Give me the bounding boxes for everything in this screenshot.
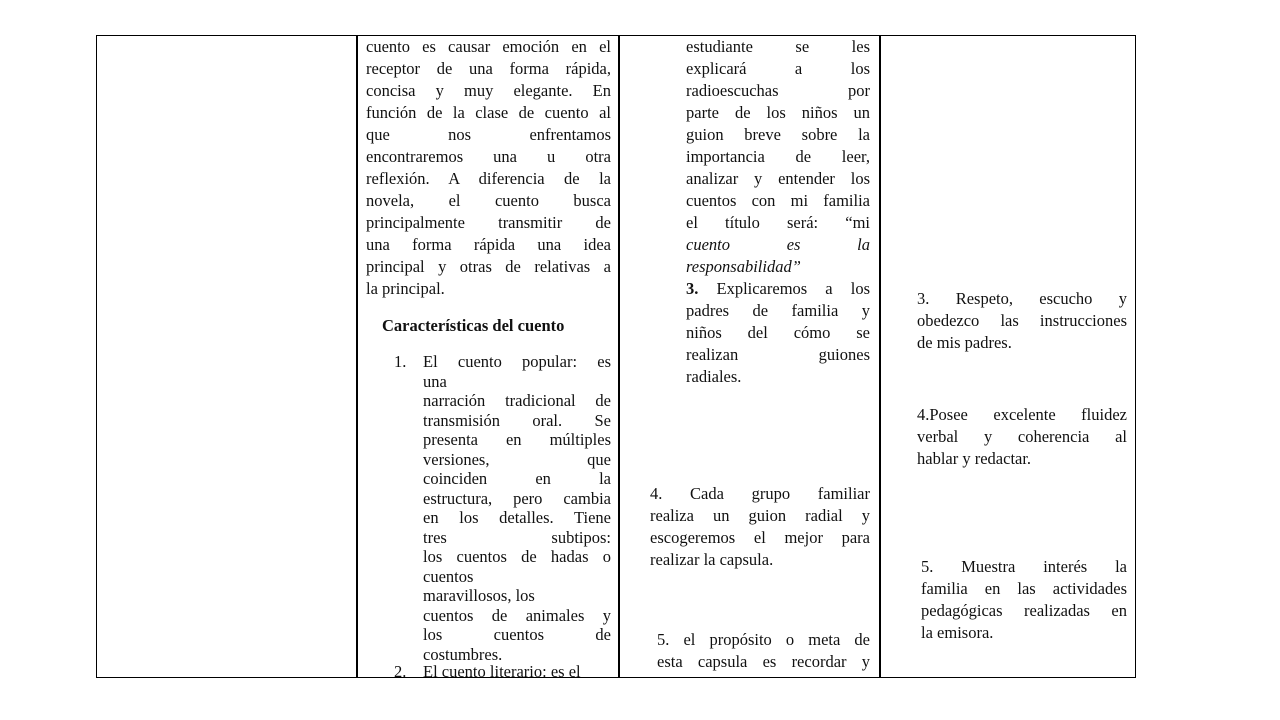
text-line: importancia de leer, [686, 147, 870, 166]
column-divider-2 [618, 35, 620, 678]
text-line: cuentos [423, 566, 474, 586]
text-line: parte de los niños un [686, 103, 870, 122]
point-3-number: 3. [686, 279, 699, 298]
text-line: de mis padres. [917, 333, 1012, 352]
text-line: 3. Respeto, escucho y [917, 289, 1127, 308]
text-line: que nos enfrentamos [366, 125, 611, 144]
text-line: analizar y entender los [686, 169, 870, 188]
text-line: encontraremos una u otra [366, 147, 611, 166]
list-item-cuento-popular [423, 352, 611, 664]
text-line: novela, el cuento busca [366, 191, 611, 210]
text-line: cuentos con mi familia [686, 191, 870, 210]
point-5-paragraph [657, 629, 870, 673]
text-line: realizar la capsula. [650, 550, 774, 569]
text-line: narración tradicional de [423, 391, 611, 410]
text-line: reflexión. A diferencia de la [366, 169, 611, 188]
text-line: 5. Muestra interés la [921, 557, 1127, 576]
list-item-cuento-literario: El cuento literario: es el [423, 662, 581, 681]
text-line: escogeremos el mejor para [650, 528, 870, 547]
text-line: tres subtipos: [423, 527, 611, 547]
text-line: hablar y redactar. [917, 449, 1032, 468]
text-line: 4.Posee excelente fluidez [917, 405, 1127, 424]
text-line: verbal y coherencia al [917, 427, 1127, 446]
column-divider-1 [356, 35, 358, 678]
text-line: familia en las actividades [921, 579, 1127, 598]
criterion-3 [917, 288, 1127, 354]
text-line: concisa y muy elegante. En [366, 81, 611, 100]
text-line: en los detalles. Tiene [423, 508, 611, 527]
text-line: obedezco las instrucciones [917, 311, 1127, 330]
text-line: guion breve sobre la [686, 125, 870, 144]
text-line: explicará a los [686, 59, 870, 78]
text-line: función de la clase de cuento al [366, 103, 611, 122]
text-line: versiones, que [423, 449, 611, 469]
text-line: cuentos de animales y [423, 605, 611, 625]
caracteristicas-heading: Características del cuento [382, 316, 565, 335]
text-line: 5. el propósito o meta de [657, 630, 870, 649]
point-3-first-line [686, 278, 870, 300]
text-line: radiales. [686, 367, 742, 386]
text-line: los cuentos de hadas o [423, 547, 611, 566]
text-line: radioescuchas por [686, 81, 870, 100]
text-line: niños del cómo se [686, 323, 870, 342]
text-line: El cuento popular: es [423, 352, 611, 371]
criterion-4 [917, 404, 1127, 470]
text-line: costumbres. [423, 644, 503, 664]
text-line: estructura, pero cambia [423, 488, 611, 508]
text-line: 4. Cada grupo familiar [650, 484, 870, 503]
text-line: realiza un guion radial y [650, 506, 870, 525]
text-line: receptor de una forma rápida, [366, 59, 611, 78]
text-line: el título será: “mi [686, 213, 870, 232]
text-line: cuento es causar emoción en el [366, 37, 611, 56]
column-divider-3 [879, 35, 881, 678]
text-line: maravillosos, los [423, 586, 535, 605]
text-line: la principal. [366, 279, 445, 298]
text-line: realizan guiones [686, 345, 870, 364]
text-line: una forma rápida una idea [366, 235, 611, 254]
text-line: presenta en múltiples [423, 430, 611, 449]
text-line: los cuentos de [423, 625, 611, 644]
text-line: coinciden en la [423, 469, 611, 488]
text-line: principalmente transmitir de [366, 213, 611, 232]
text-line: pedagógicas realizadas en [921, 601, 1127, 620]
italic-title-line: cuento es la [686, 235, 870, 254]
criterion-5 [921, 556, 1127, 644]
cuento-intro-paragraph [366, 36, 611, 300]
italic-title-line: responsabilidad” [686, 257, 801, 276]
text-line: transmisión oral. Se [423, 410, 611, 430]
text-line: estudiante se les [686, 37, 870, 56]
text-line: padres de familia y [686, 301, 870, 320]
radio-activity-paragraph [686, 36, 870, 388]
text-line: Explicaremos a los [716, 279, 870, 298]
point-4-paragraph [650, 483, 870, 571]
list-number: 1. [394, 352, 407, 371]
text-line: esta capsula es recordar y [657, 652, 870, 671]
text-line: principal y otras de relativas a [366, 257, 611, 276]
text-line: la emisora. [921, 623, 994, 642]
text-line: una [423, 371, 447, 391]
list-number: 2. [394, 662, 407, 681]
